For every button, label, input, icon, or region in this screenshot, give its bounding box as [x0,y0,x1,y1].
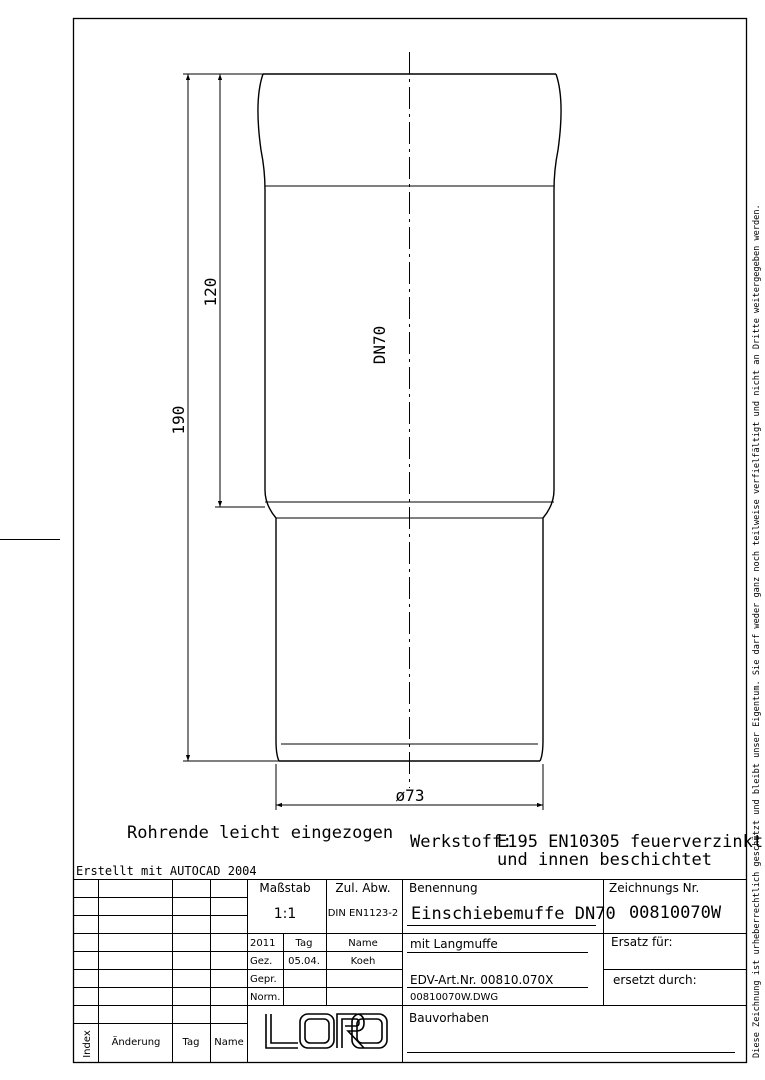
designation-label: Benennung [409,881,478,895]
drawn-date: 05.04. [288,956,320,967]
replaces-label: Ersatz für: [611,935,673,949]
material-label: Werkstoff: [410,832,513,852]
created-with-note: Erstellt mit AUTOCAD 2004 [76,864,257,878]
checked-label: Gepr. [250,974,277,985]
rev-change-header: Änderung [111,1037,161,1048]
dim-overall-length: 190 [169,405,188,435]
nominal-size-label: DN70 [370,325,389,365]
drawing-no-value: 00810070W [628,903,722,923]
dwg-filename: 00810070W.DWG [410,992,499,1003]
scale-value: 1:1 [273,906,297,922]
dimension-120 [215,74,265,507]
loro-logo [266,1014,387,1048]
drawing-no-label: Zeichnungs Nr. [609,881,700,895]
edv-article-no: EDV-Art.Nr. 00810.070X [410,973,554,987]
rev-index-header: Index [82,1030,93,1058]
rev-day-header: Tag [182,1037,200,1048]
rev-name-header: Name [214,1037,244,1048]
designation-sub: mit Langmuffe [410,937,498,951]
drawn-label: Gez. [250,956,273,967]
day-label: Tag [295,938,313,949]
material-line-1: E195 EN10305 feuerverzinkt [497,832,764,852]
copyright-notice: Diese Zeichnung ist urheberrechtlich geschützt und bleibt unser Eigentum. Sie darf weder ganz noch teilweise verfielfältigt und nicht an Dritte weitergegeben werden. [752,204,762,1058]
note-pipe-end: Rohrende leicht eingezogen [127,823,394,843]
drawn-name: Koeh [350,956,376,967]
tolerance-label: Zul. Abw. [335,881,391,895]
name-label: Name [348,938,378,949]
material-line-2: und innen beschichtet [497,850,712,870]
project-label: Bauvorhaben [409,1011,489,1025]
year-cell: 2011 [250,938,276,949]
tolerance-value: DIN EN1123-2 [327,908,399,919]
dim-diameter: ø73 [395,786,425,805]
norm-label: Norm. [250,992,281,1003]
replaced-by-label: ersetzt durch: [613,973,697,987]
dim-socket-length: 120 [201,277,220,307]
scale-label: Maßstab [259,881,311,895]
designation-value: Einschiebemuffe DN70 [411,904,616,924]
